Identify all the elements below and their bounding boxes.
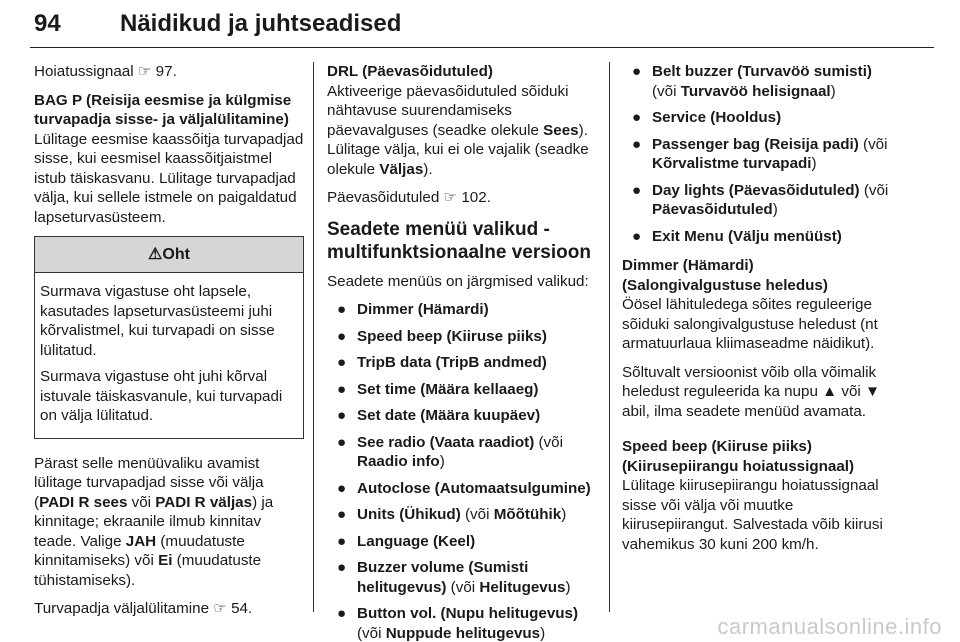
paragraph: Aktiveerige päevasõidutuled sõiduki nähtavuse suurendamiseks päevavalguses (seadke olekule Sees). Lülitage välja, kui ei ole vajalik (seadke olekule Väljas).: [327, 82, 589, 178]
list-item: ● Dimmer (Hämardi): [337, 301, 489, 318]
list-item: ● Button vol. (Nupu helitugevus) (või Nuppude helitugevus): [337, 605, 579, 642]
paragraph: Sõltuvalt versioonist võib olla võimalik heledust reguleerida ka nupu ▲ või ▼ abil, ilma seadete menüüd avamata.: [622, 363, 881, 420]
bullet-icon: ●: [632, 135, 642, 153]
column-1: [34, 62, 304, 628]
paragraph: Seadete menüüs on järgmised valikud:: [327, 272, 589, 290]
section-heading-speed: Speed beep (Kiiruse piiks) (Kiirusepiirangu hoiatussignaal): [622, 438, 855, 475]
section-heading-drl: DRL (Päevasõidutuled): [327, 63, 493, 80]
bullet-icon: ●: [337, 327, 347, 345]
settings-list: [622, 62, 892, 246]
paragraph: Pärast selle menüüvaliku avamist lülitage turvapadjad sisse või välja (PADI R sees või PADI R väljas) ja kinnitage; ekraanile ilmub kinnitav teade. Valige JAH (muudatuste kinnitamiseks) või Ei (muudatuste tühistamiseks).: [34, 454, 274, 589]
column-2: [327, 62, 597, 642]
warning-title: Oht: [162, 246, 190, 263]
column-3: [622, 62, 892, 563]
bullet-icon: ●: [337, 506, 347, 523]
paragraph: Öösel lähituledega sõites reguleerige sõiduki salongivalgustuse heledust (nt armatuurlaua kliimaseadme näidikut).: [622, 296, 878, 352]
bullet-icon: ●: [337, 479, 347, 497]
list-item: ● TripB data (TripB andmed): [337, 354, 547, 371]
column-divider-1: [313, 62, 314, 612]
paragraph: Päevasõidutuled ☞ 102.: [327, 189, 491, 206]
warning-text: Surmava vigastuse oht lapsele, kasutades lapseturvasüsteemi juhi kõrvalistmel, kui turvapadi on sisse lülitatud.: [40, 283, 275, 359]
list-item: ● Set date (Määra kuupäev): [337, 407, 541, 424]
list-item: ● Belt buzzer (Turvavöö sumisti) (või Turvavöö helisignaal): [632, 63, 872, 100]
paragraph: Lülitage eesmise kaassõitja turvapadjad sisse, kui eesmisel kaassõitjaistmel istub täiskasvanu. Lülitage turvapadjad välja, kui sellele istmele on paigaldatud lapseturvasüsteem.: [34, 130, 304, 226]
list-item: ● Buzzer volume (Sumisti helitugevus) (või Helitugevus): [337, 559, 571, 596]
bullet-icon: ●: [337, 559, 347, 576]
bullet-icon: ●: [337, 380, 347, 398]
bullet-icon: ●: [337, 532, 347, 550]
list-item: ● Set time (Määra kellaaeg): [337, 380, 539, 398]
page-title: Näidikud ja juhtseadised: [120, 10, 402, 37]
page-number: 94: [34, 10, 61, 37]
list-item: ● Language (Keel): [337, 532, 476, 550]
paragraph: Lülitage kiirusepiirangu hoiatussignaal sisse või välja või muutke kiirusepiirangut. Salvestada võib kiirusi vahemikus 30 kuni 200 km/h.: [622, 477, 883, 553]
column-divider-2: [609, 62, 610, 612]
warning-box: [34, 236, 304, 439]
bullet-icon: ●: [337, 354, 347, 371]
list-item: ● Service (Hooldus): [632, 109, 782, 126]
bullet-icon: ●: [337, 407, 347, 424]
section-title: Seadete menüü valikud - multifunktsionaalne versioon: [327, 218, 591, 263]
list-item: ● Exit Menu (Välju menüüst): [632, 227, 842, 245]
bullet-icon: ●: [632, 181, 642, 199]
page-header: [30, 4, 934, 48]
settings-list: [327, 300, 597, 642]
bullet-icon: ●: [337, 605, 347, 622]
paragraph: Turvapadja väljalülitamine ☞ 54.: [34, 600, 253, 617]
bullet-icon: ●: [632, 109, 642, 126]
paragraph: Hoiatussignaal ☞ 97.: [34, 63, 177, 80]
list-item: ● Passenger bag (Reisija padi) (või Kõrvalistme turvapadi): [632, 135, 888, 172]
bullet-icon: ●: [337, 301, 347, 318]
watermark: carmanualsonline.info: [717, 614, 942, 639]
list-item: ● Speed beep (Kiiruse piiks): [337, 327, 547, 345]
bullet-icon: ●: [632, 63, 642, 80]
warning-text: Surmava vigastuse oht juhi kõrval istuvale täiskasvanule, kui turvapadi on välja lülitatud.: [40, 368, 283, 424]
list-item: ● Autoclose (Automaatsulgumine): [337, 479, 591, 497]
list-item: ● Units (Ühikud) (või Mõõtühik): [337, 506, 567, 523]
section-heading-dimmer: Dimmer (Hämardi) (Salongivalgustuse heledus): [622, 257, 828, 294]
list-item: ● See radio (Vaata raadiot) (või Raadio info): [337, 433, 563, 470]
warning-header: [35, 237, 303, 273]
list-item: ● Day lights (Päevasõidutuled) (või Päevasõidutuled): [632, 181, 889, 218]
bullet-icon: ●: [337, 433, 347, 451]
warning-icon: ⚠: [148, 246, 163, 263]
section-heading-bagp: BAG P (Reisija eesmise ja külgmise turvapadja sisse- ja väljalülitamine): [34, 91, 292, 128]
bullet-icon: ●: [632, 227, 642, 245]
